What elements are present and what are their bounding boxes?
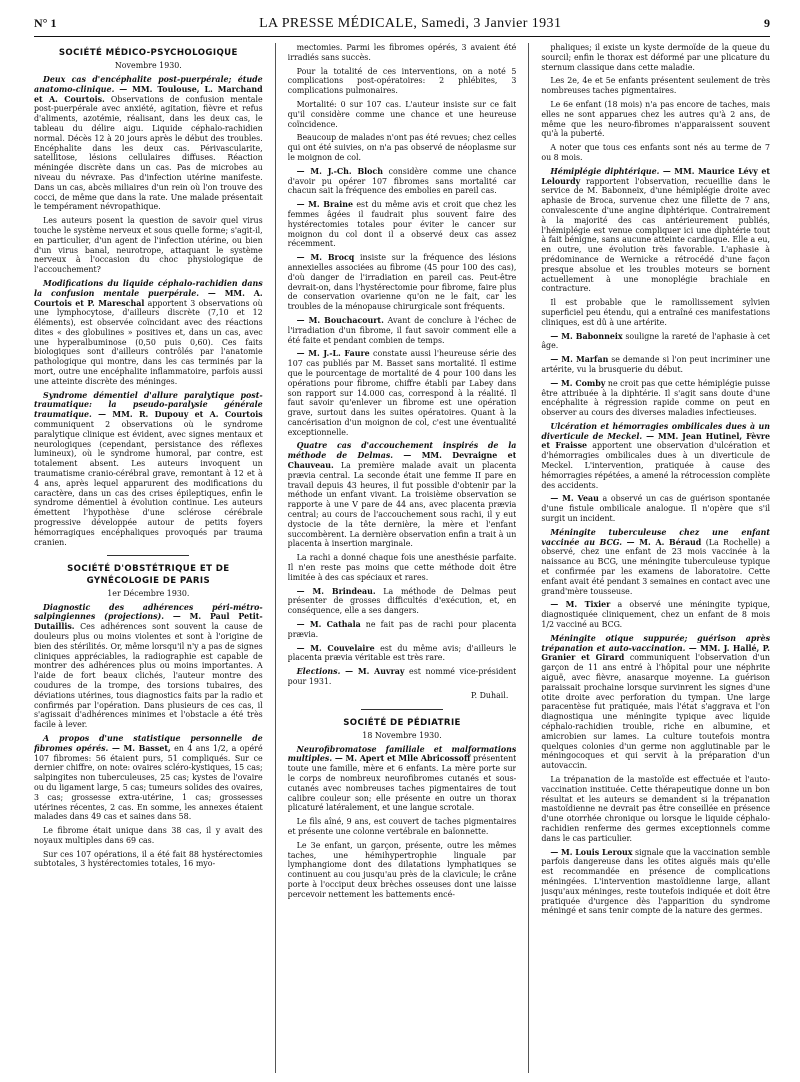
article-authors: — M. Tixier bbox=[550, 600, 611, 610]
article-authors: — M. A. Béraud bbox=[621, 537, 702, 547]
article-authors: — MM. J. Hallé, P. Granier et Girard bbox=[541, 643, 770, 663]
section-items bbox=[288, 43, 517, 687]
article-paragraph bbox=[541, 332, 770, 352]
article-authors: — M. Bouchacourt. bbox=[296, 315, 384, 325]
article-text: communiquent 2 observations où le syndrome paralytique clinique est évident, avec signes mentaux et neurologiques (cependant, persistance des réflexes lumineux), où le syndrome humoral, par contre, est totalement absent. Les auteurs invoquent un traumatisme cranio-cérébral grave, remontant à 12 et à 4 ans, après lequel apparurent des modifications du caractère, dans un cas des crises épileptiques, enfin le syndrome démentiel à évolution continue. Les auteurs émettent l'hypothèse d'une sclérose cérébrale progressive développée autour de petits foyers hémorragiques encéphaliques provoqués par trauma cranien. bbox=[34, 420, 263, 547]
section-items bbox=[541, 43, 770, 916]
section-title: SOCIÉTÉ MÉDICO-PSYCHOLOGIQUE bbox=[58, 48, 238, 58]
article-paragraph bbox=[541, 379, 770, 418]
article-text: signale que la vaccination semble parfois dangereuse dans les otites aiguës mais qu'elle est recommandée en présence de complications méningées. L'intervention mastoïdienne large, allant jusqu'aux méninges, reste toutefois indiquée et doit être pratiquée d'urgence dès l'apparition du syndrome méningé et sans tenir compte de la nature des germes. bbox=[541, 847, 770, 916]
article-paragraph bbox=[288, 200, 517, 249]
article-paragraph bbox=[288, 620, 517, 640]
section-divider bbox=[107, 555, 189, 556]
article-authors: — MM. A. Courtois et P. Mareschal bbox=[34, 288, 263, 308]
article-paragraph bbox=[541, 775, 770, 844]
article-text: se demande si l'on peut incriminer une artérite, vu la brusquerie du début. bbox=[541, 355, 770, 374]
article-text: A noter que tous ces enfants sont nés au terme de 7 ou 8 mois. bbox=[541, 143, 770, 162]
article-paragraph bbox=[288, 349, 517, 437]
article-authors: — M. Babonneix bbox=[550, 331, 623, 341]
issue-number: N° 1 bbox=[34, 16, 57, 30]
article-paragraph bbox=[34, 603, 263, 730]
column-divider bbox=[275, 43, 276, 1073]
article-text: Les auteurs posent la question de savoir quel virus touche le système nerveux et sous quelle forme; s'agit-il, en particulier, d'un agent de l'infection utérine, ou bien d'un virus banal, neurotrope, attaquant le système nerveux à l'occasion du choc physiologique de l'accouchement? bbox=[34, 216, 263, 275]
article-text: apportent 3 observations où une lymphocytose, d'ailleurs discrète (7,10 et 12 éléments), est observée coïncidant avec des réactions dites « des globulines » positives et, dans un cas, avec une hyperalbuminose (0,50 puis 0,60). Ces faits biologiques sont d'ailleurs contrôlés par l'anatomie pathologique qui montre, dans les cas terminés par la mort, outre une encéphalite inflammatoire, parfois aussi une atteinte discrète des méninges. bbox=[34, 298, 263, 386]
article-heading: Ulcération et hémorragies ombilicales dues à un diverticule de Meckel. bbox=[541, 421, 770, 441]
article-paragraph bbox=[288, 841, 517, 900]
article-paragraph bbox=[34, 734, 263, 822]
article-paragraph bbox=[288, 587, 517, 616]
article-heading: Méningite tuberculeuse chez une enfant vaccinée au BCG. bbox=[541, 527, 770, 547]
article-text: La rachi a donné chaque fois une anesthésie parfaite. Il n'en reste pas moins que cette méthode doit être limitée à des cas spéciaux et rares. bbox=[287, 553, 517, 582]
article-paragraph bbox=[288, 667, 517, 687]
article-heading: Syndrome démentiel d'allure paralytique post-traumatique: la pseudo-paralysie générale traumatique. bbox=[34, 390, 263, 420]
article-authors: — M. Louis Leroux bbox=[550, 847, 633, 857]
article-text: considère comme une chance d'avoir pu opérer 107 fibromes sans mortalité car chacun sait la fréquence des embolies en pareil cas. bbox=[287, 166, 517, 196]
column-middle bbox=[288, 43, 517, 1073]
article-paragraph bbox=[541, 100, 770, 139]
article-paragraph bbox=[541, 422, 770, 491]
article-heading: Deux cas d'encéphalite post-puerpérale; étude anatomo-clinique. bbox=[34, 74, 263, 94]
section-date: 1er Décembre 1930. bbox=[107, 588, 190, 598]
article-text: communiquent l'observation d'un garçon de 11 ans entré à l'hôpital pour une néphrite aiguë, avec fièvre, anasarque moyenne. La guérison paraissait prochaine lorsque survinrent les signes d'une otite droite avec perforation du tympan. Une large paracentèse fut pratiquée, mais l'état s'aggrava et l'on diagnostiqua une méningite typique avec liquide céphalo-rachidien trouble, riche en albumine, et amicrobien sur lames. La culture toutefois montra quelques colonies d'un germe non agglutinable par le méningocoques et qui servit à la préparation d'un autovaccin. bbox=[541, 653, 770, 771]
article-heading: Modifications du liquide céphalo-rachidien dans la confusion mentale puerpérale. bbox=[34, 278, 263, 298]
article-authors: — M. Marfan bbox=[550, 355, 609, 365]
section-title: SOCIÉTÉ DE PÉDIATRIE bbox=[343, 717, 461, 728]
article-authors: — M. Brocq bbox=[296, 253, 355, 263]
article-paragraph bbox=[541, 848, 770, 917]
article-heading: Elections. bbox=[296, 667, 341, 677]
article-text: ne fait pas de rachi pour placenta prævia. bbox=[287, 620, 517, 639]
article-text: Le 3e enfant, un garçon, présente, outre les mêmes taches, une hémihypertrophie linguale par lymphangiome dont des dilatations lymphatiques se continuent au cou jusqu'au près de la clavicule; le crâne porte à l'occiput deux brèches osseuses dont une laisse percevoir nettement les battements encé- bbox=[287, 840, 517, 899]
article-text: Le fils aîné, 9 ans, est couvert de taches pigmentaires et présente une colonne vertébrale en baïonnette. bbox=[287, 817, 517, 836]
article-paragraph bbox=[34, 75, 263, 212]
article-text: Avant de conclure à l'échec de l'irradiation d'un fibrome, il faut savoir comment elle a été faite et pendant combien de temps. bbox=[287, 315, 517, 345]
article-authors: — M. Brindeau. bbox=[296, 586, 376, 596]
article-text: constate aussi l'heureuse série des 107 cas publiés par M. Basset sans mortalité. Il estime que le pourcentage de mortalité de 4 pour 100 dans les opérations pour fibrome, chiffre établi par Labey dans son rapport sur 14.000 cas, correspond à la réalité. Il faut savoir qu'enlever un fibrome est une opération grave, surtout dans les suites opératoires. Quant à la cancérisation d'un moignon de col, c'est une éventualité exceptionnelle. bbox=[287, 349, 517, 437]
article-text: phaliques; il existe un kyste dermoïde de la queue du sourcil; enfin le thorax est déformé par une plicature du sternum classique dans cette maladie. bbox=[541, 43, 770, 72]
section-title: SOCIÉTÉ D'OBSTÉTRIQUE ET DE GYNÉCOLOGIE DE PARIS bbox=[67, 564, 230, 586]
article-paragraph bbox=[288, 817, 517, 837]
masthead-rule bbox=[34, 36, 770, 37]
section-items bbox=[34, 603, 263, 870]
article-text: Les 2e, 4e et 5e enfants présentent seulement de très nombreuses taches pigmentaires. bbox=[541, 76, 770, 96]
article-authors: — M. J.-L. Faure bbox=[296, 349, 370, 359]
article-paragraph bbox=[288, 100, 517, 129]
article-heading: Neurofibromatose familiale et malformations multiples. bbox=[287, 744, 517, 764]
article-text: La méthode de Delmas peut présenter de grosses difficultés d'exécution, et, en conséquence, elle a ses dangers. bbox=[287, 586, 517, 616]
article-heading: A propos d'une statistique personnelle de fibromes opérés. bbox=[34, 733, 263, 753]
article-text: La trépanation de la mastoïde est effectuée et l'auto-vaccination instituée. Cette thérapeutique donne un bon résultat et les auteurs se demandent si la trépanation mastoïdienne ne devrait pas être conseillée en présence d'une otorrhée chronique ou lorsque le liquide céphalo-rachidien renferme des germes exceptionnels comme dans le cas particulier. bbox=[541, 774, 770, 843]
article-paragraph bbox=[288, 67, 517, 96]
article-authors: — MM. Jean Hutinel, Fèvre et Fraisse bbox=[541, 431, 770, 451]
article-text: insiste sur la fréquence des lésions annexielles associées au fibrome (45 pour 100 des cas), d'où danger de l'irradiation en pareil cas. Peut-être devrait-on, dans l'hystérectomie pour fibrome, faire plus de conservation ovarienne qu'on ne le fait, car les troubles de la ménopause chirurgicale sont fréquents. bbox=[287, 253, 517, 312]
article-paragraph bbox=[288, 253, 517, 312]
article-paragraph bbox=[288, 441, 517, 549]
article-paragraph bbox=[34, 850, 263, 870]
section-date: 18 Novembre 1930. bbox=[362, 730, 442, 740]
publication-title: LA PRESSE MÉDICALE, Samedi, 3 Janvier 1931 bbox=[259, 16, 562, 31]
article-text: en 4 ans 1/2, a opéré 107 fibromes: 56 étaient purs, 51 compliqués. Sur ce dernier chiffre, on note: ovaires scléro-kystiques, 15 cas; salpingites non tuberculeuses, 25 cas; kystes de l'ovaire ou du ligament large, 5 cas; tumeurs solides des ovaires, 3 cas; grossesse extra-utérine, 1 cas; grossesses utérines récentes, 2 cas. En somme, les annexes étaient malades dans 49 cas et saines dans 58. bbox=[34, 743, 263, 822]
article-authors: — MM. R. Dupouy et A. Courtois bbox=[91, 410, 263, 420]
section-items bbox=[288, 745, 517, 900]
article-text: présentent toute une famille, mère et 6 enfants. La mère porte sur le corps de nombreux neurofibromes cutanés et sous-cutanés avec nombreuses taches pigmentaires de tout calibre couleur son; elle présente en outre un thorax plicaturé latéralement, et une langue scrotale. bbox=[287, 754, 517, 813]
article-text: mectomies. Parmi les fibromes opérés, 3 avaient été irradiés sans succès. bbox=[287, 43, 517, 62]
article-paragraph bbox=[288, 43, 517, 63]
article-authors: — M. Basset, bbox=[108, 743, 171, 753]
article-text: La première malade avait un placenta prævia central. La seconde était une femme II pare en travail depuis 43 heures, il fut possible d'obtenir par la méthode un enfant vivant. La troisième observation se rapporte à une V pare de 44 ans, avec placenta prævia central; au cours de l'accouchement sous rachi, il y eut dystocie de la tête dernière, la mère et l'enfant succombèrent. La dernière observation enfin a trait à un placenta à insertion marginale. bbox=[287, 461, 517, 549]
article-paragraph bbox=[288, 553, 517, 582]
article-paragraph bbox=[541, 143, 770, 163]
article-text: (La Rochelle) a observé, chez une enfant de 23 mois vaccinée à la naissance au BCG, une méningite tuberculeuse typique et confirmée par les examens de laboratoire. Cette enfant avait été pendant 3 semaines en contact avec une grand'mère tousseuse. bbox=[541, 537, 770, 596]
article-text: Il est probable que le ramollissement sylvien superficiel peu étendu, qui a entraîné ces manifestations cliniques, est dû à une artérite. bbox=[541, 298, 770, 327]
article-authors: — M. Veau bbox=[550, 494, 599, 504]
page-number: 9 bbox=[763, 16, 770, 30]
article-authors: — MM. Devraigne et Chauveau. bbox=[287, 451, 517, 471]
article-authors: — M. J.-Ch. Bloch bbox=[296, 166, 383, 176]
article-authors: — M. Paul Petit-Dutaillis. bbox=[34, 612, 263, 632]
article-text: est du même avis; d'ailleurs le placenta prævia véritable est très rare. bbox=[287, 643, 517, 663]
article-paragraph bbox=[34, 216, 263, 275]
article-text: a observé un cas de guérison spontanée d'une fistule ombilicale analogue. Il n'opère que s'il surgit un incident. bbox=[541, 494, 770, 524]
article-authors: — M. Cathala bbox=[296, 620, 361, 630]
article-paragraph bbox=[288, 316, 517, 345]
article-text: Pour la totalité de ces interventions, on a noté 5 complications post-opératoires: 2 phlébites, 3 complications pulmonaires. bbox=[287, 66, 517, 96]
article-authors: — M. Auvray bbox=[340, 667, 405, 677]
article-text: Ces adhérences sont souvent la cause de douleurs plus ou moins violentes et sont à l'origine de bien des stérilités. Or, même lorsqu'il n'y a pas de signes cliniques appréciables, la radiographie est capable de montrer des adhérences plus ou moins importantes. A l'aide de fort beaux clichés, l'auteur montre des coudures de la trompe, des torsions tubaires, des déviations utérines, tous diagnostics faits par la radio et confirmés par l'opération. Dans plusieurs de ces cas, il s'agissait d'adhérences minimes et l'obstacle a été très facile à lever. bbox=[34, 622, 263, 730]
article-paragraph bbox=[541, 355, 770, 375]
article-columns bbox=[34, 43, 770, 1073]
article-text: est nommé vice-président pour 1931. bbox=[287, 667, 517, 687]
article-text: ne croit pas que cette hémiplégie puisse être attribuée à la diphtérie. Il s'agit sans doute d'une encéphalite à régression rapide comme on peut en observer au cours des diverses maladies infectieuses. bbox=[541, 378, 770, 418]
article-text: est du même avis et croit que chez les femmes âgées il faudrait plus souvent faire des hystérectomies totales pour éviter le cancer sur moignon du col dont il a observé deux cas assez récemment. bbox=[287, 200, 517, 249]
article-paragraph bbox=[34, 826, 263, 846]
article-authors: — M. Braine bbox=[296, 200, 353, 210]
article-paragraph bbox=[541, 43, 770, 72]
article-heading: Diagnostic des adhérences péri-métro-salpingiennes (projections). bbox=[34, 602, 263, 622]
section-date: Novembre 1930. bbox=[114, 61, 182, 71]
article-paragraph bbox=[541, 298, 770, 327]
article-paragraph bbox=[288, 644, 517, 664]
article-text: Sur ces 107 opérations, il a été fait 88 hystérectomies subtotales, 3 hystérectomies totales, 16 myo- bbox=[34, 849, 263, 869]
article-paragraph bbox=[541, 600, 770, 629]
article-text: Observations de confusion mentale post-puerpérale avec anxiété, agitation, fièvre et refus d'aliments, azotémie, réalisant, dans les deux cas, le tableau du délire aigu. Liquide céphalo-rachidien normal. Décès 12 à 20 jours après le début des troubles. Encéphalite dans les deux cas. Périvascularite, satellitose, lésions cellulaires diffuses. Réaction méningée discrète dans un cas. Pas de microbes au niveau du névraxe. Pas d'infection utérine manifeste. Dans un cas, abcès miliaires d'un rein où l'on trouve des cocci, de même que dans la rate. Une malade présentait le tempérament névropathique. bbox=[34, 94, 263, 212]
article-text: a observé une méningite typique, diagnostiquée cliniquement, chez un enfant de 8 mois 1/2 vacciné au BCG. bbox=[541, 600, 770, 630]
article-heading: Hémiplégie diphtérique. bbox=[550, 166, 660, 176]
article-text: souligne la rareté de l'aphasie à cet âge. bbox=[541, 331, 770, 351]
article-paragraph bbox=[288, 133, 517, 162]
article-authors: — MM. Maurice Lévy et Lelourdy bbox=[541, 166, 770, 186]
article-authors: — M. Apert et Mlle Abricossoff bbox=[332, 754, 471, 764]
article-paragraph bbox=[288, 167, 517, 196]
article-authors: — M. Comby bbox=[550, 378, 606, 388]
article-paragraph bbox=[34, 391, 263, 548]
signature: P. Duhail. bbox=[470, 690, 509, 700]
article-paragraph bbox=[541, 634, 770, 771]
article-paragraph bbox=[541, 494, 770, 523]
article-authors: — MM. Toulouse, L. Marchand et A. Courtois. bbox=[34, 84, 263, 104]
article-paragraph bbox=[541, 528, 770, 597]
column-divider bbox=[528, 43, 529, 1073]
column-left bbox=[34, 43, 263, 1073]
article-text: Le fibrome était unique dans 38 cas, il y avait des noyaux multiples dans 69 cas. bbox=[34, 826, 263, 845]
article-heading: Méningite otique suppurée; guérison après trépanation et auto-vaccination. bbox=[541, 633, 770, 653]
article-heading: Quatre cas d'accouchement inspirés de la méthode de Delmas. bbox=[287, 441, 517, 461]
article-paragraph bbox=[288, 745, 517, 814]
article-text: Mortalité: 0 sur 107 cas. L'auteur insiste sur ce fait qu'il considère comme une chance et une heureuse coïncidence. bbox=[287, 99, 517, 129]
article-text: Beaucoup de malades n'ont pas été revues; chez celles qui ont été suivies, on n'a pas observé de néoplasme sur le moignon de col. bbox=[287, 133, 517, 162]
column-right bbox=[541, 43, 770, 1073]
article-text: Le 6e enfant (18 mois) n'a pas encore de taches, mais elles ne sont apparues chez les autres qu'à 2 ans, de même que les neuro-fibromes n'apparaissent souvent qu'à la puberté. bbox=[541, 99, 770, 139]
section-items bbox=[34, 75, 263, 547]
article-paragraph bbox=[541, 76, 770, 96]
section-divider bbox=[361, 709, 443, 710]
article-paragraph bbox=[34, 279, 263, 387]
masthead bbox=[34, 16, 770, 32]
article-authors: — M. Couvelaire bbox=[296, 643, 375, 653]
article-paragraph bbox=[541, 167, 770, 294]
article-text: rapportent l'observation, recueillie dans le service de M. Babonneix, d'une hémiplégie droite avec aphasie de Broca, survenue chez une fillette de 7 ans, convalescente d'une angine diphtérique. Contrairement à la majorité des cas antérieurement publiés, l'hémiplégie est venue compliquer ici une diphtérie tout à fait bénigne, sans aucune atteinte cardiaque. Elle a eu, en outre, une évolution très favorable. L'aphasie à prédominance de Wernicke a rétrocédé d'une façon presque absolue et les troubles moteurs se bornent actuellement à une monoplégie brachiale en contracture. bbox=[541, 176, 770, 294]
article-text: apportent une observation d'ulcération et d'hémorragies ombilicales dues à un diverticule de Meckel. L'intervention, pratiquée à cause des hémorragies répétées, a amené la rétrocession complète des accidents. bbox=[541, 441, 770, 490]
